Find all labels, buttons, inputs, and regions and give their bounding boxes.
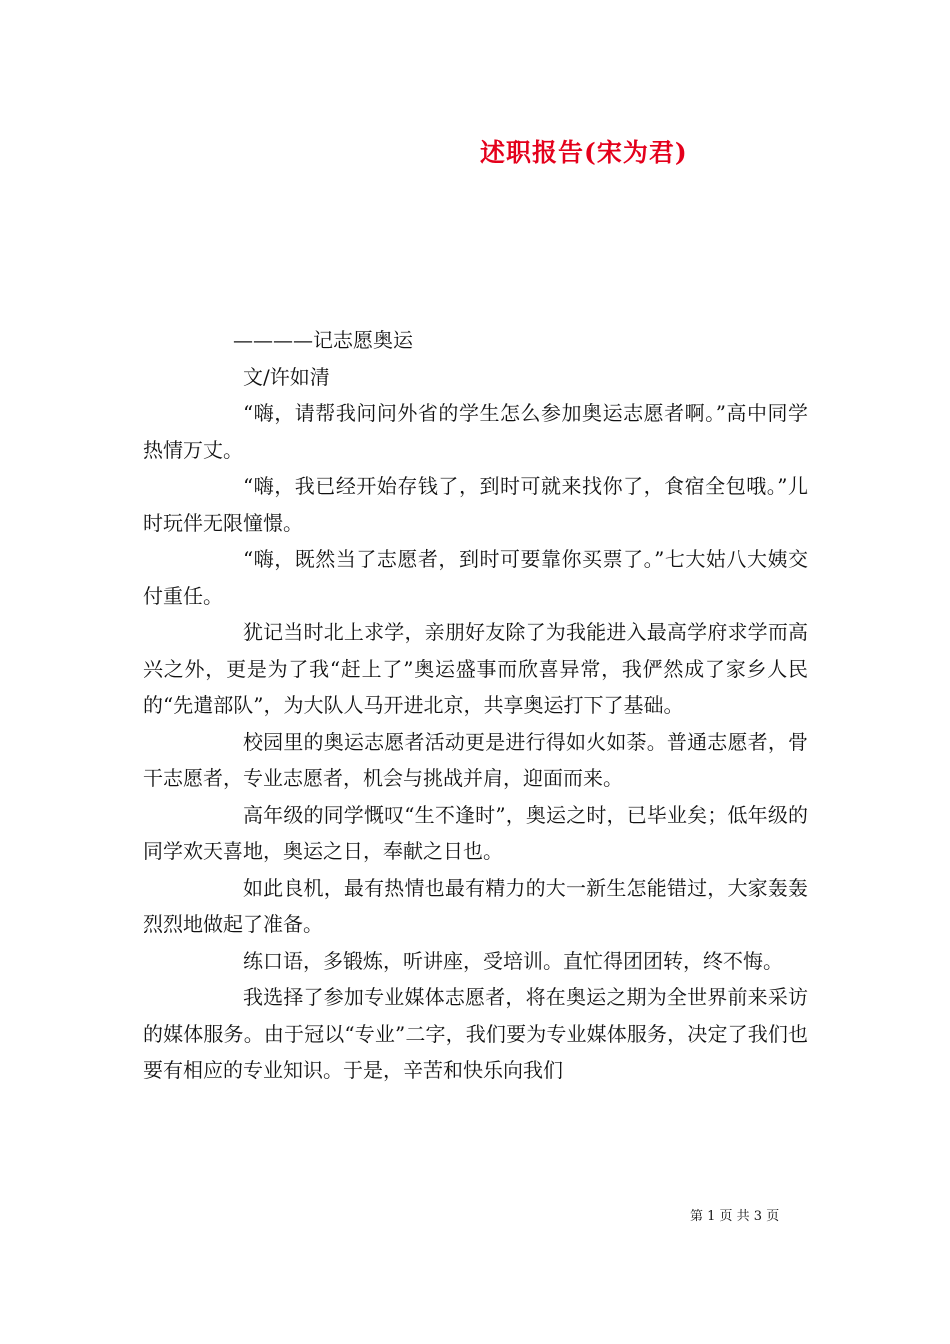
paragraph: 我选择了参加专业媒体志愿者，将在奥运之期为全世界前来采访的媒体服务。由于冠以“专业”二字，我们要为专业媒体服务，决定了我们也要有相应的专业知识。于是，辛苦和快乐向我们 xyxy=(143,985,808,1082)
page-number-footer: 第 1 页 共 3 页 xyxy=(690,1209,780,1224)
document-title: 述职报告(宋为君) xyxy=(480,138,688,167)
document-body xyxy=(143,322,808,1089)
paragraph: 如此良机，最有热情也最有精力的大一新生怎能错过，大家轰轰烈烈地做起了准备。 xyxy=(143,875,808,936)
paragraph: 练口语，多锻炼，听讲座，受培训。直忙得团团转，终不悔。 xyxy=(243,948,783,973)
author-line: 文/许如清 xyxy=(243,364,330,389)
paragraph: “嗨，既然当了志愿者，到时可要靠你买票了。”七大姑八大姨交付重任。 xyxy=(143,547,808,608)
paragraph: 高年级的同学慨叹“生不逢时”，奥运之时，已毕业矣；低年级的同学欢天喜地，奥运之日，奉献之日也。 xyxy=(143,802,808,863)
paragraph: 校园里的奥运志愿者活动更是进行得如火如荼。普通志愿者，骨干志愿者，专业志愿者，机会与挑战并肩，迎面而来。 xyxy=(143,729,808,790)
subtitle: ————记志愿奥运 xyxy=(233,328,413,352)
paragraph: “嗨，我已经开始存钱了，到时可就来找你了，食宿全包哦。”儿时玩伴无限憧憬。 xyxy=(143,474,808,535)
paragraph: “嗨，请帮我问问外省的学生怎么参加奥运志愿者啊。”高中同学热情万丈。 xyxy=(143,401,808,462)
paragraph: 犹记当时北上求学，亲朋好友除了为我能进入最高学府求学而高兴之外，更是为了我“赶上了”奥运盛事而欣喜异常，我俨然成了家乡人民的“先遣部队”，为大队人马开进北京，共享奥运打下了基础。 xyxy=(143,620,808,717)
